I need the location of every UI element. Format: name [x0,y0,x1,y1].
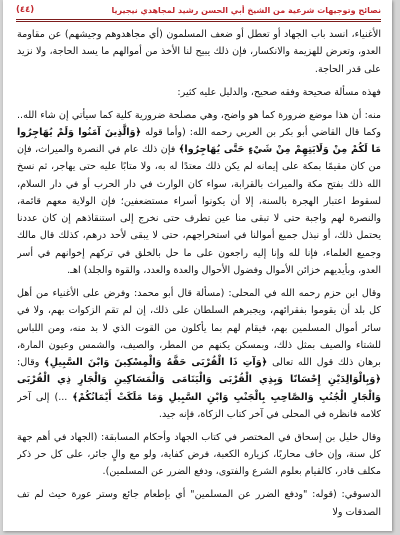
paragraph [17,107,381,280]
paragraph-text: الدسوقي: (قوله: "ودفع الضرر عن المسلمين" أي بإطعام جائع وستر عورة حيث لم تف الصدقات ولا [17,489,381,518]
paragraph [17,285,381,423]
paragraph-text: فهذه مسألة صحيحة وفقه صحيح، والدليل عليه كثير: [177,86,381,98]
page-body [17,26,381,527]
quran-verse: ﴿وَالَّذِينَ آمَنُوا وَلَمْ يُهَاجِرُوا مَا لَكُمْ مِنْ وَلَايَتِهِمْ مِنْ شَيْءٍ حَتَّى يُهَاجِرُوا﴾ [17,126,381,156]
paragraph-continued [17,26,381,78]
paragraph-text: منه: أن هذا موضع ضرورة كما هو واضح، وهي مصلحة ضرورية كلية كما سيأتي إن شاء الله.. وكما قال القاضي أبو بكر بن العربي رحمه الله: (وأما قوله [17,109,381,138]
paragraph-text: الأغنياء، انسد باب الجهاد أو تعطل أو ضعف المسلمون (أي مجاهدوهم وجيشهم) عن مقاومة العدو، وتعرض للهزيمة والانكسار، فإن ذلك يبيح لنا الأخذ من أموالهم ما يسد الحاجة، ولا نزيد على قدر الحاجة. [17,29,381,75]
running-header-title: نصائح وتوجيهات شرعية من الشيخ أبي الحسن رشيد لمجاهدي نيجيريا [111,5,381,15]
paragraph-text: فإن ذلك عام في النصرة والميراث، فإن من كان مقيمًا بمكة على إيمانه لم يكن ذلك معتدًا له به، ولا متابًا عليه حتى يهاجر، ثم نسخ الله ذلك بفتح مكة والميراث بالقرابة، سواء كان الوارث في دار الحرب أو في دار السلام، لسقوط اعتبار الهجرة بالسنة، إلا أن يكونوا أسراء مستضعفين؛ فإن الولاية معهم قائمة، والنصرة لهم واجبة حتى لا تبقى منا عين تطرف حتى نخرج إلى استنقاذهم إن كان عددنا يحتمل ذلك، أو نبذل جميع أموالنا في استخراجهم، حتى لا يبقى لأحد درهم، كذلك قال مالك وجميع العلماء، فإنا لله وإنا إليه راجعون على ما حل بالخلق في تركهم إخوانهم في أسر العدو، وبأيديهم خزائن الأموال وفضول الأحوال والعدة والعدد، والقوة والجلد) اهـ. [17,144,381,276]
document-page [3,0,392,531]
running-header [16,3,381,22]
paragraph [17,84,381,101]
paragraph [17,429,381,481]
paragraph-text: ...) إلى آخر كلامه فانظره في المحلى في آخر كتاب الزكاة، فإنه جيد. [17,391,381,420]
quran-verse: ﴿وَآتِ ذَا الْقُرْبَى حَقَّهُ وَالْمِسْكِينَ وَابْنَ السَّبِيلِ﴾ [44,357,268,369]
page-number: (٤٤) [16,5,35,15]
paragraph-text: وقال خليل بن إسحاق في المختصر في كتاب الجهاد وأحكام المسابقة: (الجهاد في أهم جهة كل سنة، وإن خاف محاربًا، كزيارة الكعبة، فرض كفاية، ولو مع والٍ جائر، على كل حر ذكر مكلف قادر، كالقيام بعلوم الشرع والفتوى، ودفع الضرر عن المسلمين). [17,431,381,478]
paragraph-text: وقال: [17,357,40,369]
paragraph [17,486,381,521]
quran-verse: ﴿وَبِالْوَالِدَيْنِ إِحْسَانًا وَبِذِي الْقُرْبَى وَالْيَتَامَى وَالْمَسَاكِينِ وَالْجَارِ ذِي الْقُرْبَى وَالْجَارِ الْجُنُبِ وَالصَّاحِبِ بِالْجَنْبِ وَابْنِ السَّبِيلِ وَمَا مَلَكَتْ أَيْمَانُكُمْ﴾ [17,374,381,403]
paragraph-text: وقال ابن حزم رحمه الله في المحلى: (مسألة قال أبو محمد: وفرض على الأغنياء من أهل كل بلد أن يقوموا بفقرائهم، ويجبرهم السلطان على ذلك، إن لم تقم الزكوات بهم، ولا في سائر أموال المسلمين بهم، فيقام لهم بما يأكلون من القوت الذي لا بد منه، ومن اللباس للشتاء والصيف بمثل ذلك، وبمسكن يكنهم من المطر، والصيف، والشمس وعيون المارة، برهان ذلك قول الله تعالى [17,287,381,369]
